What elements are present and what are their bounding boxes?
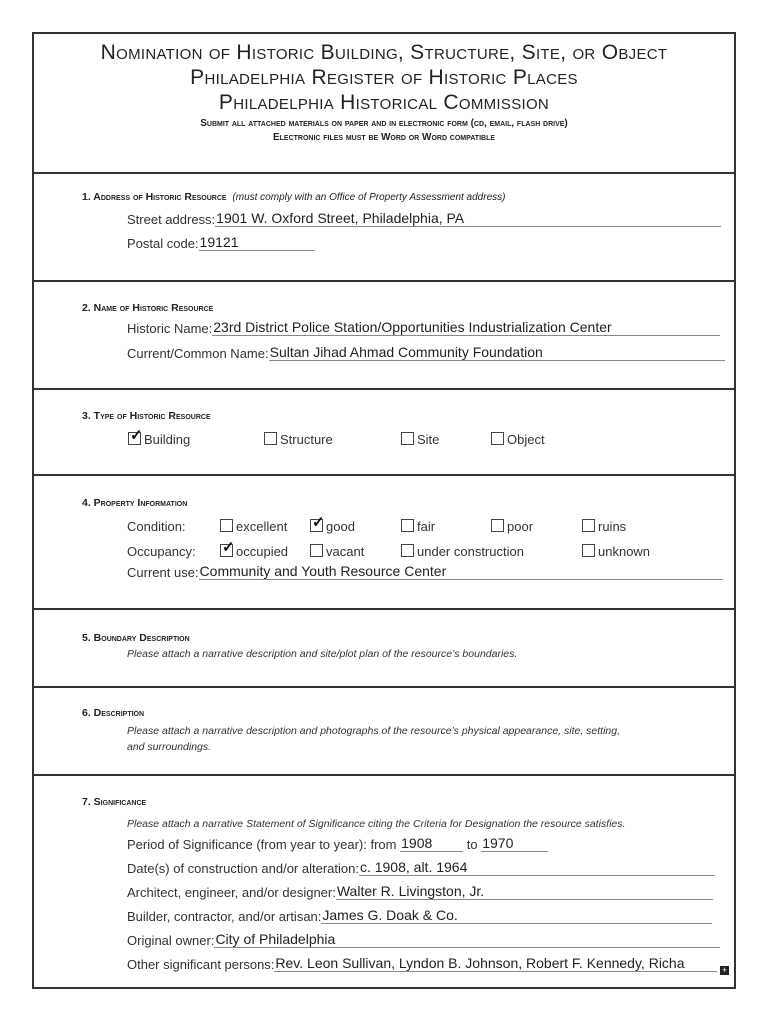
section-title: 6. Description xyxy=(82,707,145,719)
type-structure-checkbox[interactable]: Structure xyxy=(264,432,333,447)
section-title: 7. Significance xyxy=(82,796,147,808)
builder-field[interactable]: James G. Doak & Co. xyxy=(321,907,712,924)
check-mark-icon: ✓ xyxy=(222,539,235,556)
postal-code-label: Postal code: xyxy=(127,236,199,251)
construction-dates-row xyxy=(127,859,715,876)
section-type xyxy=(34,390,734,476)
current-use-row xyxy=(127,563,723,580)
historic-name-row xyxy=(127,319,720,336)
description-instructions-line2: and surroundings. xyxy=(127,741,212,753)
historic-name-field[interactable]: 23rd District Police Station/Opportunities Industrialization Center xyxy=(212,319,720,336)
check-mark-icon: ✓ xyxy=(312,514,325,531)
section-title: 3. Type of Historic Resource xyxy=(82,410,211,422)
postal-code-field[interactable]: 19121 xyxy=(199,234,315,251)
common-name-row xyxy=(127,344,725,361)
section-title: 1. Address of Historic Resource (must comply with an Office of Property Assessment address) xyxy=(82,191,506,203)
occupancy-vacant-checkbox[interactable]: vacant xyxy=(310,544,364,559)
historic-name-label: Historic Name: xyxy=(127,321,213,336)
condition-fair-checkbox[interactable]: fair xyxy=(401,519,435,534)
description-instructions-line1: Please attach a narrative description and photographs of the resource’s physical appearance, site, setting, xyxy=(127,725,621,737)
file-format-instructions: Electronic files must be Word or Word compatible xyxy=(272,132,496,143)
section-significance xyxy=(34,776,734,989)
form-title: Nomination of Historic Building, Structure, Site, or Object xyxy=(100,41,668,64)
period-label: Period of Significance (from year to year): from xyxy=(127,837,397,852)
section-property-info xyxy=(34,476,734,610)
period-row xyxy=(127,835,548,852)
condition-good-checkbox[interactable]: ✓ good xyxy=(312,514,355,534)
condition-poor-checkbox[interactable]: poor xyxy=(491,519,533,534)
form-subtitle-register: Philadelphia Register of Historic Places xyxy=(190,66,578,89)
architect-label: Architect, engineer, and/or designer: xyxy=(127,885,336,900)
section-description xyxy=(34,688,734,776)
form-header xyxy=(34,34,734,174)
common-name-field[interactable]: Sultan Jihad Ahmad Community Foundation xyxy=(269,344,725,361)
form-subtitle-commission: Philadelphia Historical Commission xyxy=(218,91,550,114)
occupancy-unknown-checkbox[interactable]: unknown xyxy=(582,544,650,559)
postal-code-row xyxy=(127,234,315,251)
architect-field[interactable]: Walter R. Livingston, Jr. xyxy=(336,883,713,900)
architect-row xyxy=(127,883,713,900)
original-owner-row xyxy=(127,931,720,948)
type-object-checkbox[interactable]: Object xyxy=(491,432,545,447)
builder-label: Builder, contractor, and/or artisan: xyxy=(127,909,322,924)
type-site-checkbox[interactable]: Site xyxy=(401,432,439,447)
construction-dates-field[interactable]: c. 1908, alt. 1964 xyxy=(359,859,715,876)
period-to-label: to xyxy=(466,837,478,852)
common-name-label: Current/Common Name: xyxy=(127,346,269,361)
condition-label: Condition: xyxy=(127,519,186,534)
condition-ruins-checkbox[interactable]: ruins xyxy=(582,519,626,534)
builder-row xyxy=(127,907,712,924)
type-building-checkbox[interactable]: ✓ Building xyxy=(130,427,191,447)
occupancy-label: Occupancy: xyxy=(127,544,196,559)
section-boundary xyxy=(34,610,734,688)
original-owner-field[interactable]: City of Philadelphia xyxy=(214,931,720,948)
original-owner-label: Original owner: xyxy=(127,933,215,948)
period-to-field[interactable]: 1970 xyxy=(481,835,548,852)
section-title: 4. Property Information xyxy=(82,497,188,509)
check-mark-icon: ✓ xyxy=(130,427,143,444)
occupancy-occupied-checkbox[interactable]: ✓ occupied xyxy=(222,539,289,559)
boundary-instructions: Please attach a narrative description and site/plot plan of the resource’s boundaries. xyxy=(127,648,518,660)
section-title: 5. Boundary Description xyxy=(82,632,190,644)
street-address-row xyxy=(127,210,721,227)
section-name xyxy=(34,282,734,390)
period-from-field[interactable]: 1908 xyxy=(400,835,463,852)
street-address-label: Street address: xyxy=(127,212,216,227)
submission-instructions: Submit all attached materials on paper and in electronic form (cd, email, flash drive) xyxy=(200,118,568,129)
significant-persons-field[interactable]: Rev. Leon Sullivan, Lyndon B. Johnson, Robert F. Kennedy, Richa xyxy=(274,955,717,972)
occupancy-under-construction-checkbox[interactable]: under construction xyxy=(401,544,524,559)
current-use-label: Current use: xyxy=(127,565,199,580)
section-address xyxy=(34,172,734,282)
form-frame xyxy=(32,32,736,989)
construction-dates-label: Date(s) of construction and/or alteration: xyxy=(127,861,359,876)
overflow-plus-icon[interactable]: + xyxy=(721,965,728,975)
significant-persons-label: Other significant persons: xyxy=(127,957,275,972)
condition-excellent-checkbox[interactable]: excellent xyxy=(220,519,287,534)
current-use-field[interactable]: Community and Youth Resource Center xyxy=(199,563,723,580)
section-title: 2. Name of Historic Resource xyxy=(82,302,214,314)
street-address-field[interactable]: 1901 W. Oxford Street, Philadelphia, PA xyxy=(215,210,721,227)
significance-instructions: Please attach a narrative Statement of Significance citing the Criteria for Designation the resource satisfies. xyxy=(127,818,626,830)
significant-persons-row xyxy=(127,955,717,972)
